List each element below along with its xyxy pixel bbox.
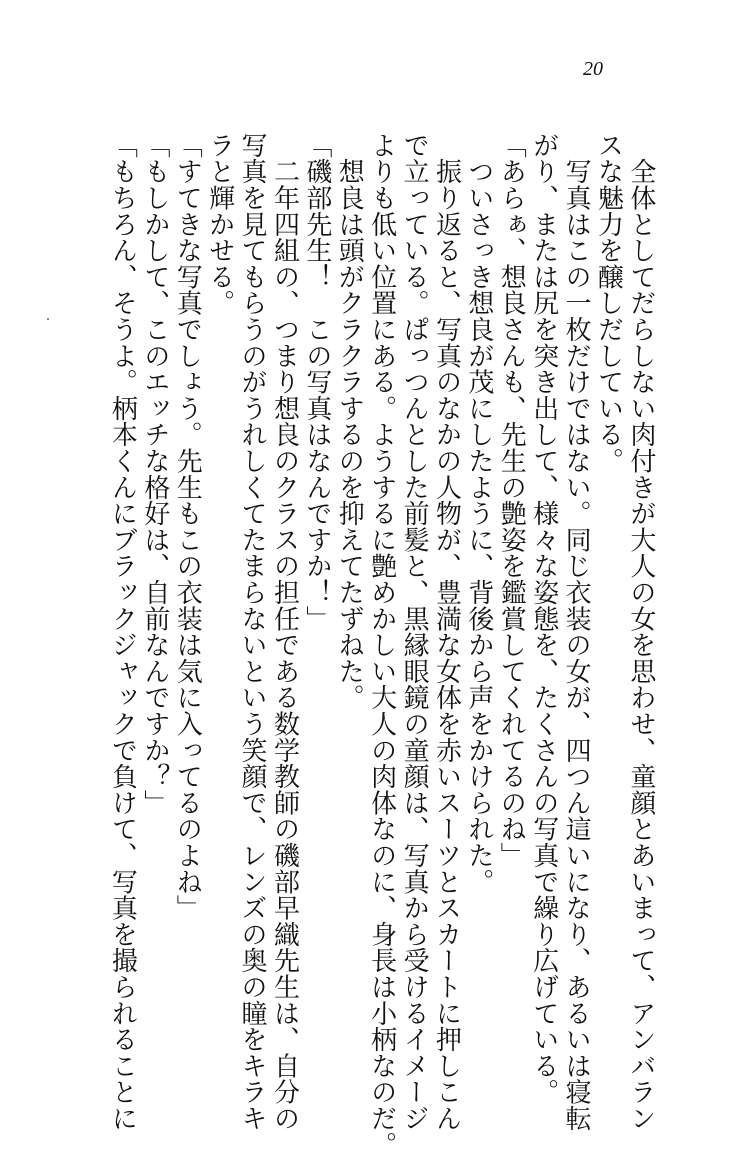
text-column: 二年四組の、つまり想良のクラスの担任である数学教師の磯部早織先生は、自分の xyxy=(269,132,300,1132)
text-column: 写真を見てもらうのがうれしくてたまらないという笑顔で、レンズの奥の瞳をキラキ xyxy=(237,132,268,1132)
text-column: 「すてきな写真でしょう。先生もこの衣装は気に入ってるのよね」 xyxy=(172,132,203,921)
text-column: よりも低い位置にある。ようするに艶めかしい大人の肉体なのに、身長は小柄なのだ。 xyxy=(366,132,397,1158)
text-column: 「磯部先生！ この写真はなんですか！」 xyxy=(301,132,332,632)
text-column: 全体としてだらしない肉付きが大人の女を思わせ、童顔とあいまって、アンバラン xyxy=(625,132,656,1132)
page-number: 20 xyxy=(583,58,603,80)
body-text xyxy=(106,132,657,1158)
text-column: ラと輝かせる。 xyxy=(204,132,235,317)
text-column: 「もちろん、そうよ。柄本くんにブラックジャックで負けて、写真を撮られることに xyxy=(107,132,138,1132)
text-column: 想良は頭がクラクラするのを抑えてたずねた。 xyxy=(334,132,365,711)
text-column: 「あらぁ、想良さんも、先生の艶姿を鑑賞してくれてるのね」 xyxy=(496,132,527,869)
text-column: スな魅力を醸しだしている。 xyxy=(593,132,624,474)
text-column: ついさっき想良が茂にしたように、背後から声をかけられた。 xyxy=(463,132,494,895)
text-column: 写真はこの一枚だけではない。同じ衣装の女が、四つん這いになり、あるいは寝転 xyxy=(561,132,592,1132)
text-column: で立っている。ぱっつんとした前髪と、黒縁眼鏡の童顔は、写真から受けるイメージ xyxy=(399,132,430,1132)
text-column: がり、または尻を突き出して、様々な姿態を、たくさんの写真で繰り広げている。 xyxy=(528,132,559,1106)
scan-speck xyxy=(47,318,49,320)
text-column: 「もしかして、このエッチな格好は、自前なんですか？」 xyxy=(139,132,170,816)
text-column: 振り返ると、写真のなかの人物が、豊満な女体を赤いスーツとスカートに押しこん xyxy=(431,132,462,1132)
